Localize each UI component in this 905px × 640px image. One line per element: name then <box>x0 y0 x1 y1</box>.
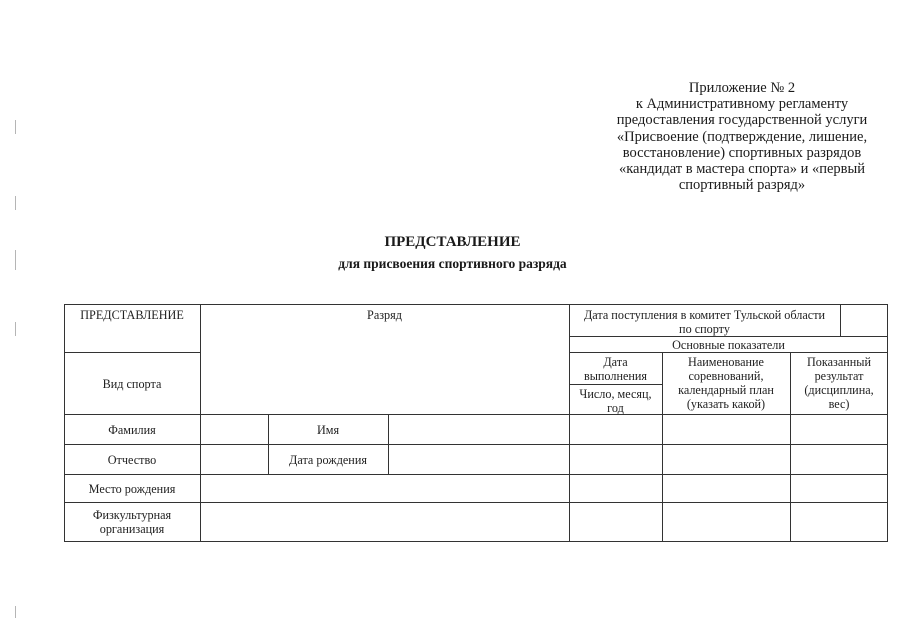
label-date-format <box>569 387 662 415</box>
label-competition-line: соревнований, <box>688 369 764 383</box>
label-date-done-line: Дата <box>603 355 628 369</box>
label-birth-date: Дата рождения <box>289 453 367 467</box>
label-sports-organization <box>64 508 200 536</box>
field-otchestvo[interactable] <box>201 445 268 474</box>
label-date-format-line: год <box>607 401 624 415</box>
label-date-received-line: Дата поступления в комитет Тульской области <box>583 308 826 322</box>
scan-mark <box>15 120 16 134</box>
document-subtitle: для присвоения спортивного разряда <box>338 256 567 271</box>
label-sports-organization-line: организация <box>99 522 165 536</box>
label-birth-place: Место рождения <box>88 482 176 496</box>
document-title: ПРЕДСТАВЛЕНИЕ <box>384 234 521 250</box>
label-imya: Имя <box>316 423 340 437</box>
label-predstavlenie: ПРЕДСТАВЛЕНИЕ <box>80 308 184 322</box>
label-date-received <box>569 308 840 336</box>
scan-mark <box>15 606 16 618</box>
label-result-line: Показанный <box>806 355 872 369</box>
label-date-received-line: по спорту <box>679 322 730 336</box>
field-sports-organization[interactable] <box>201 503 569 541</box>
field-birth-date[interactable] <box>389 445 569 474</box>
appendix-line: Приложение № 2 <box>688 80 796 96</box>
field-birth-place[interactable] <box>201 475 569 502</box>
field-familiya[interactable] <box>201 415 268 444</box>
label-result <box>790 355 888 411</box>
label-main-indicators: Основные показатели <box>672 338 785 352</box>
scan-mark <box>15 322 16 336</box>
label-date-format-line: Число, месяц, <box>579 387 652 401</box>
scan-mark <box>15 196 16 210</box>
label-razryad: Разряд <box>367 308 402 322</box>
field-razryad[interactable] <box>201 322 568 413</box>
appendix-line: восстановление) спортивных разрядов <box>622 144 862 161</box>
label-competition <box>662 355 790 411</box>
label-sports-organization-line: Физкультурная <box>92 508 172 522</box>
label-vid-sporta: Вид спорта <box>102 377 162 391</box>
field-date-received[interactable] <box>841 305 887 336</box>
label-result-line: (дисциплина, <box>804 383 874 397</box>
label-result-line: вес) <box>828 397 850 411</box>
appendix-block <box>592 80 892 193</box>
label-date-done <box>569 355 662 383</box>
appendix-line: «Присвоение (подтверждение, лишение, <box>616 128 868 145</box>
field-imya[interactable] <box>389 415 569 444</box>
appendix-line: «кандидат в мастера спорта» и «первый <box>618 161 866 178</box>
label-competition-line: Наименование <box>688 355 764 369</box>
label-date-done-line: выполнения <box>583 369 648 383</box>
label-result-line: результат <box>814 369 864 383</box>
label-competition-line: календарный план <box>678 383 774 397</box>
label-familiya: Фамилия <box>108 423 156 437</box>
appendix-line: к Административному регламенту <box>635 96 849 113</box>
appendix-line: предоставления государственной услуги <box>616 112 868 129</box>
label-competition-line: (указать какой) <box>686 397 766 411</box>
appendix-line: спортивный разряд» <box>678 177 806 194</box>
representation-form <box>64 304 888 542</box>
label-otchestvo: Отчество <box>107 453 157 467</box>
